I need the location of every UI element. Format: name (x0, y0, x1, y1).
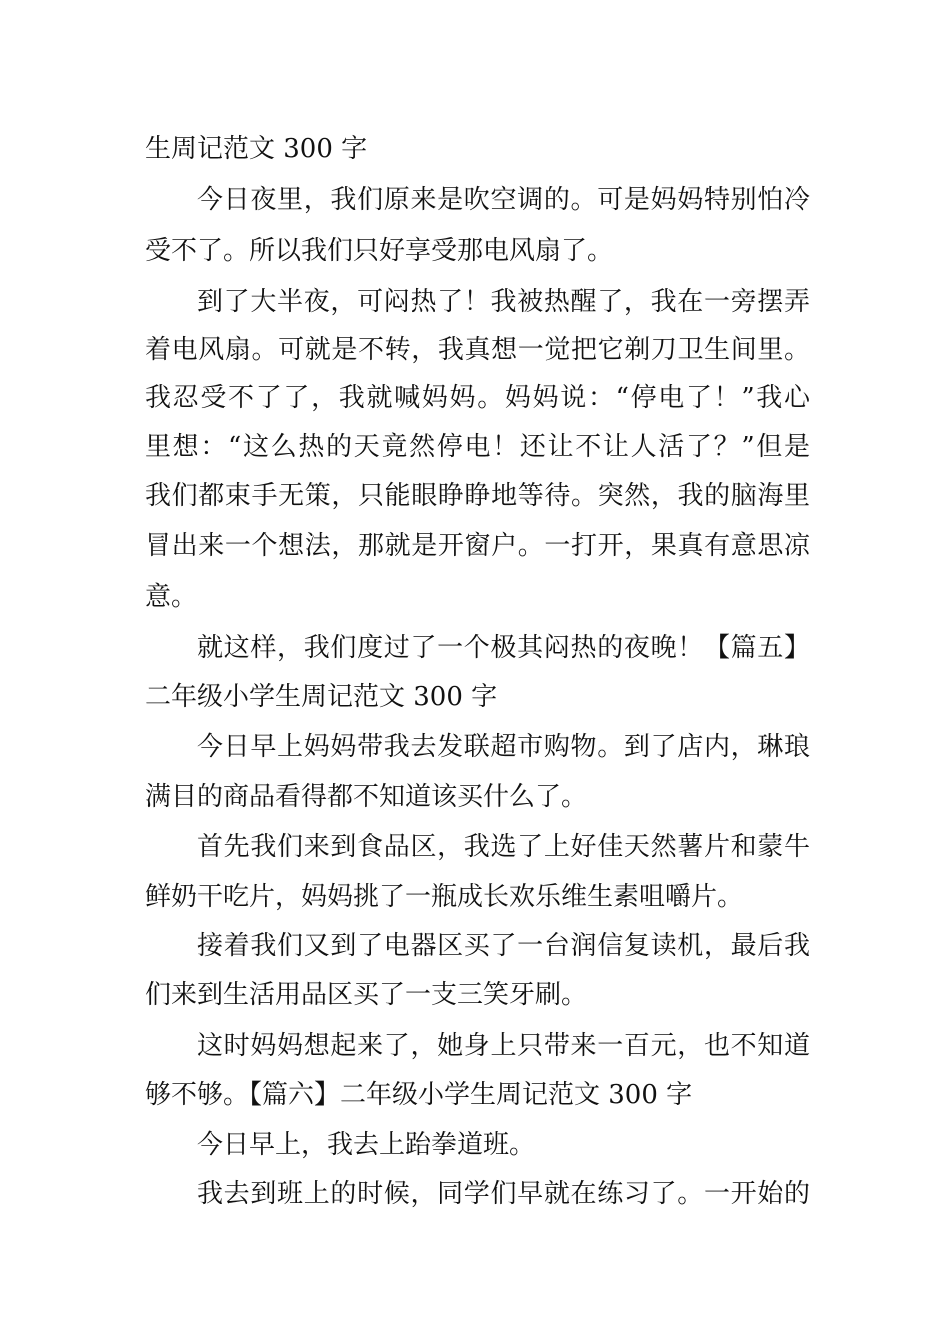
text-line: 们来到生活用品区买了一支三笑牙刷。 (145, 980, 588, 1010)
text-line: 今日早上妈妈带我去发联超市购物。到了店内，琳琅 (197, 732, 810, 762)
text-line: 今日夜里，我们原来是吹空调的。可是妈妈特别怕冷 (197, 185, 810, 215)
text-line: 首先我们来到食品区，我选了上好佳天然薯片和蒙牛 (197, 832, 810, 862)
text-line: 这时妈妈想起来了，她身上只带来一百元，也不知道 (197, 1031, 810, 1061)
text-line: 到了大半夜，可闷热了！我被热醒了，我在一旁摆弄 (197, 287, 810, 317)
text-line: 满目的商品看得都不知道该买什么了。 (145, 782, 588, 812)
text-line: 生周记范文 300 字 (145, 134, 368, 164)
text-line: 鲜奶干吃片，妈妈挑了一瓶成长欢乐维生素咀嚼片。 (145, 882, 744, 912)
text-line: 够不够。【篇六】二年级小学生周记范文 300 字 (145, 1080, 693, 1110)
text-line: 意。 (145, 582, 198, 612)
text-line: 受不了。所以我们只好享受那电风扇了。 (145, 236, 614, 266)
text-line: 冒出来一个想法，那就是开窗户。一打开，果真有意思凉 (145, 531, 810, 561)
text-line: 我忍受不了了，我就喊妈妈。妈妈说：“停电了！”我心 (145, 383, 810, 413)
text-line: 着电风扇。可就是不转，我真想一觉把它剃刀卫生间里。 (145, 335, 810, 365)
text-line: 我们都束手无策，只能眼睁睁地等待。突然，我的脑海里 (145, 481, 810, 511)
text-line: 接着我们又到了电器区买了一台润信复读机，最后我 (197, 931, 810, 961)
text-line: 今日早上，我去上跆拳道班。 (197, 1130, 536, 1160)
text-line: 里想：“这么热的天竟然停电！还让不让人活了？”但是 (145, 432, 810, 462)
text-line: 就这样，我们度过了一个极其闷热的夜晚！【篇五】 (197, 633, 810, 663)
text-line: 二年级小学生周记范文 300 字 (145, 682, 498, 712)
text-line: 我去到班上的时候，同学们早就在练习了。一开始的 (197, 1179, 810, 1209)
